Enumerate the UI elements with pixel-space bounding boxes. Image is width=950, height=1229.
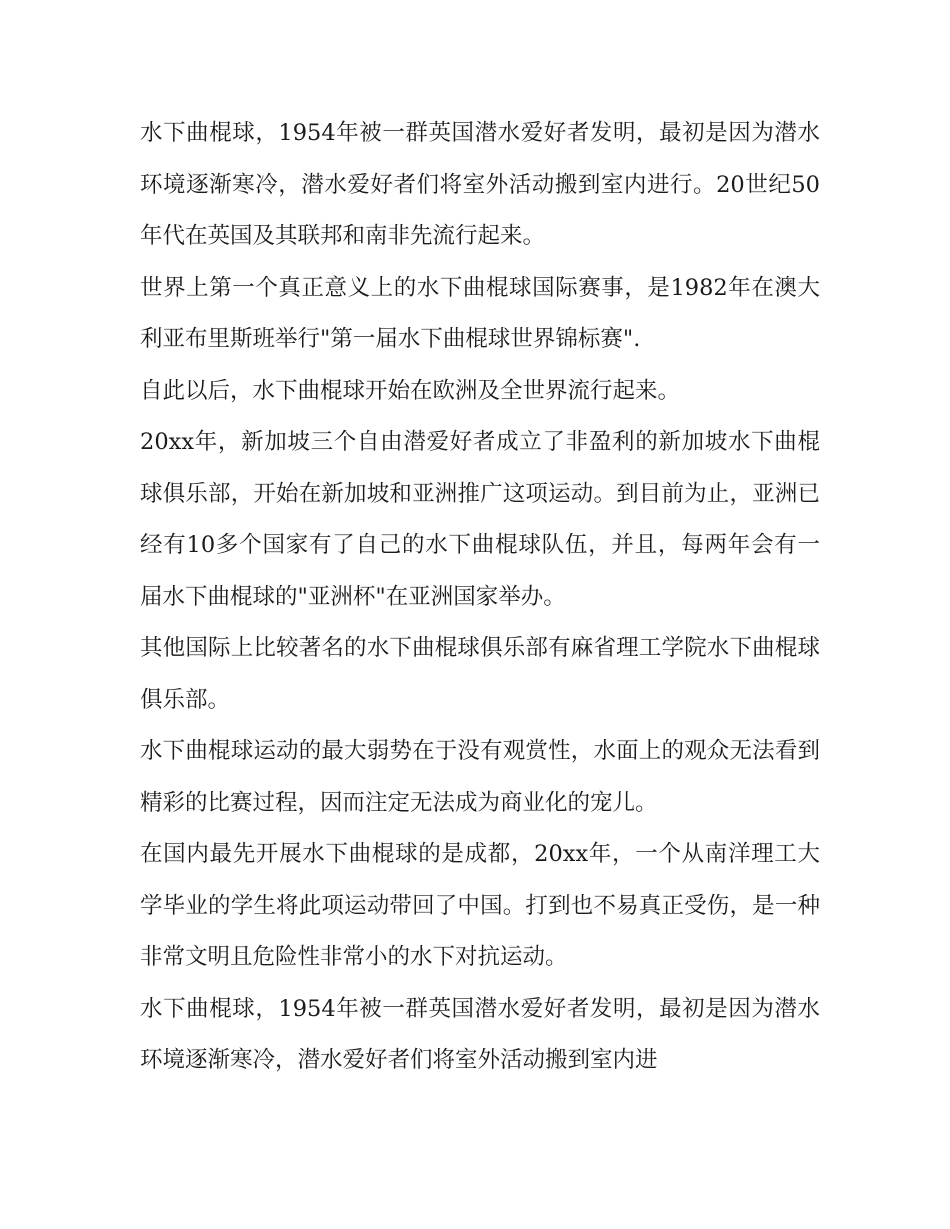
paragraph-worldwide-spread: 自此以后，水下曲棍球开始在欧洲及全世界流行起来。 — [140, 377, 681, 404]
paragraph-history: 水下曲棍球，1954年被一群英国潜水爱好者发明，最初是因为潜水环境逐渐寒冷，潜水爱好者们将室外活动搬到室内进行。20世纪50年代在英国及其联邦和南非先流行起来。 — [140, 120, 820, 249]
paragraph-chengdu: 在国内最先开展水下曲棍球的是成都，20xx年，一个从南洋理工大学毕业的学生将此项运动带回了中国。打到也不易真正受伤，是一种非常文明且危险性非常小的水下对抗运动。 — [140, 841, 820, 970]
paragraph-mit-club: 其他国际上比较著名的水下曲棍球俱乐部有麻省理工学院水下曲棍球俱乐部。 — [140, 635, 820, 713]
paragraph-history-repeat: 水下曲棍球，1954年被一群英国潜水爱好者发明，最初是因为潜水环境逐渐寒冷，潜水爱好者们将室外活动搬到室内进 — [140, 995, 820, 1073]
paragraph-singapore-club: 20xx年，新加坡三个自由潜爱好者成立了非盈利的新加坡水下曲棍球俱乐部，开始在新加坡和亚洲推广这项运动。到目前为止，亚洲已经有10多个国家有了自己的水下曲棍球队伍，并且，每两年会有一届水下曲棍球的"亚洲杯"在亚洲国家举办。 — [140, 429, 820, 610]
document-body — [140, 108, 820, 1087]
paragraph-weakness: 水下曲棍球运动的最大弱势在于没有观赏性，水面上的观众无法看到精彩的比赛过程，因而注定无法成为商业化的宠儿。 — [140, 738, 820, 816]
paragraph-first-championship: 世界上第一个真正意义上的水下曲棍球国际赛事，是1982年在澳大利亚布里斯班举行"第一届水下曲棍球世界锦标赛". — [140, 274, 820, 352]
